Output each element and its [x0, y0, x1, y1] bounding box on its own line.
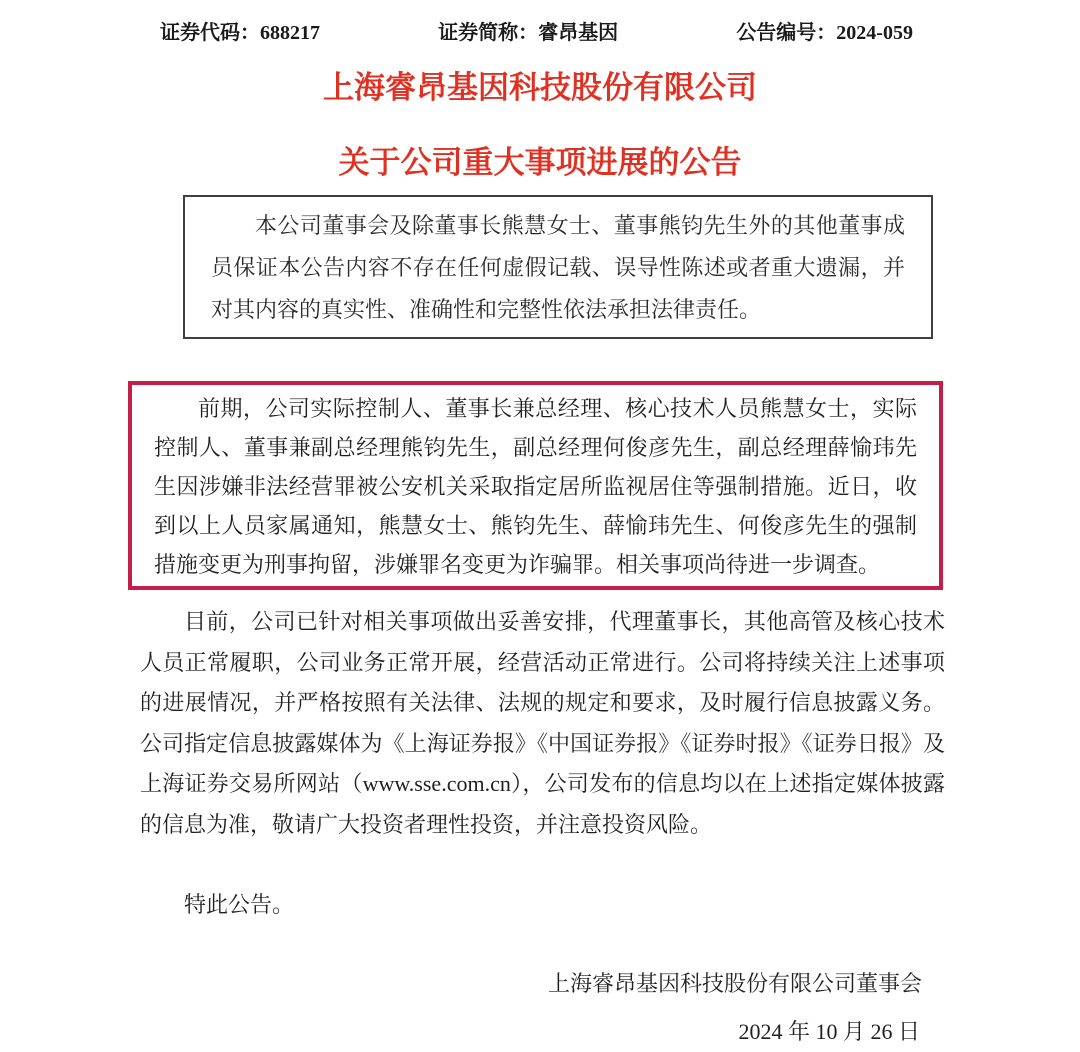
- document-header: [0, 0, 1080, 45]
- signature-board: 上海睿昂基因科技股份有限公司董事会: [547, 971, 922, 997]
- board-declaration-box: [183, 195, 933, 339]
- board-declaration-text: 本公司董事会及除董事长熊慧女士、董事熊钧先生外的其他董事成员保证本公告内容不存在任何虚假记载、误导性陈述或者重大遗漏，并对其内容的真实性、准确性和完整性依法承担法律责任。: [211, 213, 905, 323]
- highlighted-disclosure-box: [128, 381, 943, 590]
- highlighted-disclosure-text: 前期，公司实际控制人、董事长兼总经理、核心技术人员熊慧女士，实际控制人、董事兼副总经理熊钧先生，副总经理何俊彦先生，副总经理薛愉玮先生因涉嫌非法经营罪被公安机关采取指定居所监视居住等强制措施。近日，收到以上人员家属通知，熊慧女士、熊钧先生、薛愉玮先生、何俊彦先生的强制措施变更为刑事拘留，涉嫌罪名变更为诈骗罪。相关事项尚待进一步调查。: [154, 396, 917, 578]
- stock-code: 证券代码：688217: [160, 22, 320, 44]
- stock-name: 证券简称：睿昂基因: [438, 22, 619, 44]
- announcement-title: 关于公司重大事项进展的公告: [338, 145, 742, 181]
- closing-statement: 特此公告。: [184, 892, 295, 918]
- body-paragraph: 目前，公司已针对相关事项做出妥善安排，代理董事长，其他高管及核心技术人员正常履职，公司业务正常开展，经营活动正常进行。公司将持续关注上述事项的进展情况，并严格按照有关法律、法规的规定和要求，及时履行信息披露义务。公司指定信息披露媒体为《上海证券报》《中国证券报》《证券时报》《证券日报》及上海证券交易所网站（www.sse.com.cn），公司发布的信息均以在上述指定媒体披露的信息为准，敬请广大投资者理性投资，并注意投资风险。: [140, 609, 945, 837]
- company-title: 上海睿昂基因科技股份有限公司: [323, 70, 757, 105]
- announcement-number: 公告编号：2024-059: [736, 22, 913, 44]
- signature-date: 2024 年 10 月 26 日: [738, 1019, 920, 1045]
